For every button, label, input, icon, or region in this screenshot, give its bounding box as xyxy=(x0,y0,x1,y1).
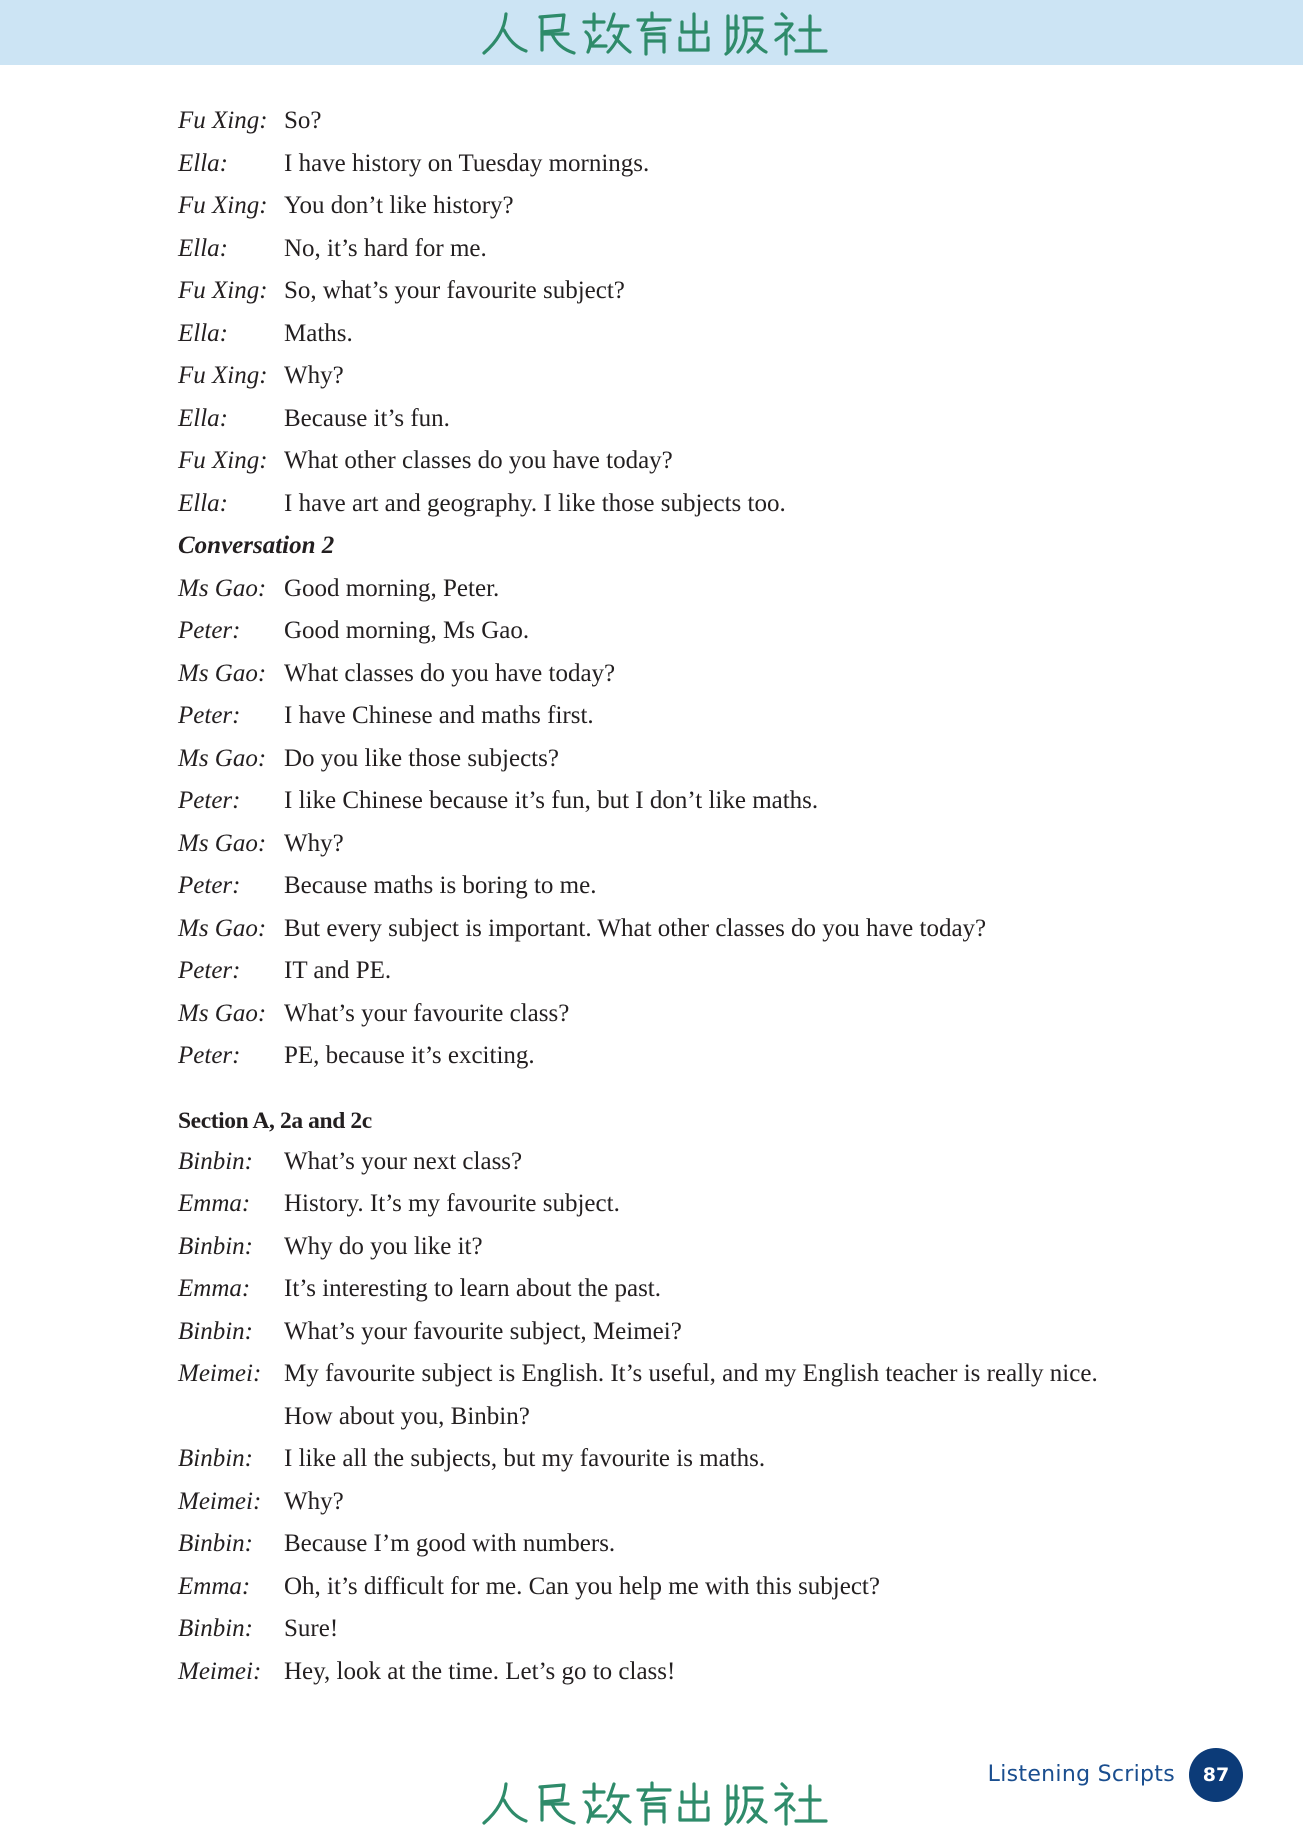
speaker-label: Peter: xyxy=(178,1042,241,1069)
publisher-logo-graphic xyxy=(480,8,832,58)
speaker-label: Binbin: xyxy=(178,1317,253,1345)
script-block xyxy=(178,1101,1278,1694)
line-text: I have history on Tuesday mornings. xyxy=(284,149,650,177)
speaker-label: Ella: xyxy=(178,149,228,177)
line-text: What’s your favourite class? xyxy=(284,999,570,1027)
speaker-label: Binbin: xyxy=(178,1530,253,1557)
speaker-label: Binbin: xyxy=(178,1147,253,1175)
line-text: Because maths is boring to me. xyxy=(284,872,597,899)
dialogue-line xyxy=(178,228,1278,271)
speaker-label: Fu Xing: xyxy=(178,277,268,304)
dialogue-line xyxy=(178,1183,1278,1226)
section-heading: Section A, 2a and 2c xyxy=(178,1107,372,1134)
line-text: History. It’s my favourite subject. xyxy=(284,1190,620,1217)
dialogue-line xyxy=(178,610,1278,653)
line-text: How about you, Binbin? xyxy=(284,1402,530,1430)
dialogue-line xyxy=(178,950,1278,993)
line-text: Why do you like it? xyxy=(284,1232,483,1260)
dialogue-line xyxy=(178,313,1278,356)
speaker-label: Ella: xyxy=(178,489,228,517)
dialogue-line xyxy=(178,440,1278,483)
line-text: You don’t like history? xyxy=(284,192,514,219)
line-text: No, it’s hard for me. xyxy=(284,234,487,262)
dialogue-line xyxy=(178,823,1278,866)
line-text: So, what’s your favourite subject? xyxy=(284,277,625,304)
conversation-heading: Conversation 2 xyxy=(178,532,335,559)
line-text: So? xyxy=(284,107,322,134)
speaker-label: Peter: xyxy=(178,787,241,814)
line-text: I have Chinese and maths first. xyxy=(284,702,594,729)
publisher-logo-graphic xyxy=(480,1778,832,1828)
speaker-label: Meimei: xyxy=(178,1360,262,1387)
dialogue-line xyxy=(178,100,1278,143)
speaker-label: Emma: xyxy=(178,1275,251,1302)
script-block xyxy=(178,100,1278,525)
speaker-label: Meimei: xyxy=(178,1657,262,1685)
line-text: What’s your next class? xyxy=(284,1147,523,1175)
dialogue-line xyxy=(178,1141,1278,1184)
dialogue-line xyxy=(178,1353,1278,1396)
speaker-label: Ella: xyxy=(178,404,228,432)
publisher-logo xyxy=(480,8,832,58)
speaker-label: Binbin: xyxy=(178,1445,253,1472)
line-text: Oh, it’s difficult for me. Can you help me with this subject? xyxy=(284,1572,880,1600)
line-text: But every subject is important. What other classes do you have today? xyxy=(284,914,987,942)
dialogue-line xyxy=(178,185,1278,228)
dialogue-line xyxy=(178,695,1278,738)
speaker-label: Fu Xing: xyxy=(178,447,268,474)
dialogue-line xyxy=(178,1311,1278,1354)
line-text: It’s interesting to learn about the past. xyxy=(284,1275,661,1302)
line-text: Sure! xyxy=(284,1615,339,1642)
dialogue-line xyxy=(178,143,1278,186)
dialogue-line xyxy=(178,270,1278,313)
speaker-label: Ms Gao: xyxy=(178,574,267,602)
speaker-label: Binbin: xyxy=(178,1615,253,1642)
speaker-label: Peter: xyxy=(178,957,241,984)
speaker-label: Ms Gao: xyxy=(178,829,267,857)
line-text: Why? xyxy=(284,362,344,389)
dialogue-line xyxy=(178,1396,1278,1439)
footer-section-title: Listening Scripts xyxy=(987,1762,1175,1787)
dialogue-line xyxy=(178,1268,1278,1311)
publisher-logo-footer xyxy=(480,1778,832,1828)
line-text: IT and PE. xyxy=(284,957,392,984)
line-text: What other classes do you have today? xyxy=(284,447,673,474)
line-text: Hey, look at the time. Let’s go to class! xyxy=(284,1657,676,1685)
speaker-label: Peter: xyxy=(178,702,241,729)
dialogue-line xyxy=(178,568,1278,611)
dialogue-line xyxy=(178,993,1278,1036)
speaker-label: Ms Gao: xyxy=(178,999,267,1027)
page-number-badge: 87 xyxy=(1189,1748,1243,1802)
speaker-label: Ms Gao: xyxy=(178,744,267,772)
line-text: Maths. xyxy=(284,319,353,347)
speaker-label xyxy=(178,1396,284,1439)
listening-script xyxy=(178,100,1278,1693)
dialogue-line xyxy=(178,355,1278,398)
speaker-label: Fu Xing: xyxy=(178,107,268,134)
dialogue-line xyxy=(178,1226,1278,1269)
dialogue-line xyxy=(178,1608,1278,1651)
dialogue-line xyxy=(178,653,1278,696)
speaker-label: Fu Xing: xyxy=(178,192,268,219)
line-text: I like Chinese because it’s fun, but I don’t like maths. xyxy=(284,787,819,814)
speaker-label: Ms Gao: xyxy=(178,659,267,687)
speaker-label: Peter: xyxy=(178,617,241,644)
line-text: My favourite subject is English. It’s useful, and my English teacher is really nice. xyxy=(284,1360,1098,1387)
dialogue-line xyxy=(178,1566,1278,1609)
dialogue-line xyxy=(178,1438,1278,1481)
dialogue-line xyxy=(178,1035,1278,1078)
line-text: Why? xyxy=(284,829,344,857)
speaker-label: Ms Gao: xyxy=(178,914,267,942)
speaker-label: Emma: xyxy=(178,1190,251,1217)
dialogue-line xyxy=(178,1651,1278,1694)
line-text: What’s your favourite subject, Meimei? xyxy=(284,1317,682,1345)
line-text: PE, because it’s exciting. xyxy=(284,1042,535,1069)
line-text: Why? xyxy=(284,1487,344,1515)
line-text: Good morning, Ms Gao. xyxy=(284,617,530,644)
dialogue-line xyxy=(178,865,1278,908)
speaker-label: Ella: xyxy=(178,319,228,347)
dialogue-line xyxy=(178,398,1278,441)
dialogue-line xyxy=(178,738,1278,781)
speaker-label: Meimei: xyxy=(178,1487,262,1515)
speaker-label: Fu Xing: xyxy=(178,362,268,389)
line-text: Do you like those subjects? xyxy=(284,744,559,772)
line-text: I have art and geography. I like those subjects too. xyxy=(284,489,786,517)
dialogue-line xyxy=(178,780,1278,823)
dialogue-line xyxy=(178,1523,1278,1566)
line-text: I like all the subjects, but my favourite is maths. xyxy=(284,1445,766,1472)
speaker-label: Emma: xyxy=(178,1572,251,1600)
dialogue-line xyxy=(178,908,1278,951)
dialogue-line xyxy=(178,1481,1278,1524)
line-text: What classes do you have today? xyxy=(284,659,616,687)
script-block xyxy=(178,525,1278,1078)
line-text: Good morning, Peter. xyxy=(284,574,500,602)
line-text: Because I’m good with numbers. xyxy=(284,1530,616,1557)
speaker-label: Ella: xyxy=(178,234,228,262)
speaker-label: Binbin: xyxy=(178,1232,253,1260)
dialogue-line xyxy=(178,483,1278,526)
speaker-label: Peter: xyxy=(178,872,241,899)
line-text: Because it’s fun. xyxy=(284,404,450,432)
